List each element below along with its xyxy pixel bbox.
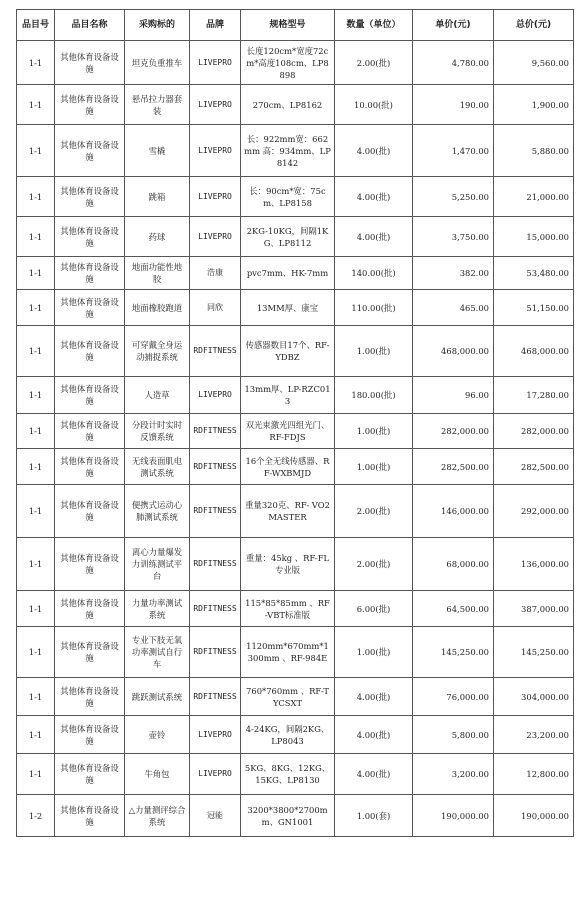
table-row [17,377,574,414]
cell-item-no: 1-1 [17,290,55,326]
cell-unit-price: 1,470.00 [413,125,494,177]
cell-brand: RDFITNESS [190,678,241,716]
cell-quantity: 2.00(批) [335,538,413,591]
cell-unit-price: 190.00 [413,85,494,125]
cell-unit-price: 465.00 [413,290,494,326]
table-row [17,485,574,538]
cell-spec: 重量：45kg 、RF-FL专业版 [241,538,335,591]
cell-unit-price: 3,750.00 [413,217,494,257]
cell-total-price: 282,000.00 [494,414,574,449]
cell-spec: 270cm、LP8162 [241,85,335,125]
cell-brand: LIVEPRO [190,41,241,85]
cell-procurement-item: 可穿戴全身运动捕捉系统 [125,326,190,377]
table-row [17,414,574,449]
cell-brand: RDFITNESS [190,591,241,627]
header-row [17,10,574,41]
cell-quantity: 4.00(批) [335,177,413,217]
cell-procurement-item: 跳箱 [125,177,190,217]
cell-procurement-item: 分段计时实时反馈系统 [125,414,190,449]
cell-total-price: 12,800.00 [494,754,574,795]
cell-quantity: 1.00(批) [335,627,413,678]
cell-procurement-item: 悬吊拉力器套装 [125,85,190,125]
cell-spec: 长：922mm宽：662mm 高：934mm、LP8142 [241,125,335,177]
cell-item-name: 其他体育设备设施 [55,627,125,678]
cell-brand: RDFITNESS [190,414,241,449]
header-unit-price: 单价(元) [413,10,494,41]
cell-spec: 长度120cm*宽度72cm*高度108cm、LP8898 [241,41,335,85]
cell-quantity: 4.00(批) [335,678,413,716]
cell-total-price: 51,150.00 [494,290,574,326]
header-spec: 规格型号 [241,10,335,41]
cell-procurement-item: 坦克负重推车 [125,41,190,85]
cell-brand: 冠能 [190,795,241,837]
cell-item-name: 其他体育设备设施 [55,377,125,414]
cell-unit-price: 76,000.00 [413,678,494,716]
cell-unit-price: 190,000.00 [413,795,494,837]
cell-spec: 13mm厚、LP-RZC013 [241,377,335,414]
cell-total-price: 17,280.00 [494,377,574,414]
cell-quantity: 140.00(批) [335,257,413,290]
cell-brand: 同欣 [190,290,241,326]
cell-brand: RDFITNESS [190,627,241,678]
cell-brand: RDFITNESS [190,485,241,538]
cell-spec: 双光束激光四组光门、RF-FDJS [241,414,335,449]
cell-quantity: 2.00(批) [335,485,413,538]
cell-spec: pvc7mm、HK-7mm [241,257,335,290]
table-row [17,257,574,290]
cell-item-no: 1-2 [17,795,55,837]
table-row [17,217,574,257]
cell-item-no: 1-1 [17,326,55,377]
cell-procurement-item: 壶铃 [125,716,190,754]
cell-quantity: 2.00(批) [335,41,413,85]
cell-spec: 3200*3800*2700mm、GN1001 [241,795,335,837]
cell-item-name: 其他体育设备设施 [55,485,125,538]
header-quantity: 数量（单位） [335,10,413,41]
cell-item-name: 其他体育设备设施 [55,257,125,290]
cell-total-price: 1,900.00 [494,85,574,125]
table-row [17,41,574,85]
cell-brand: LIVEPRO [190,377,241,414]
cell-unit-price: 5,250.00 [413,177,494,217]
cell-item-name: 其他体育设备设施 [55,125,125,177]
cell-brand: LIVEPRO [190,85,241,125]
cell-quantity: 4.00(批) [335,217,413,257]
cell-procurement-item: △力量测评综合系统 [125,795,190,837]
cell-total-price: 15,000.00 [494,217,574,257]
table-row [17,716,574,754]
cell-spec: 传感器数目17个、RF-YDBZ [241,326,335,377]
cell-total-price: 468,000.00 [494,326,574,377]
table-row [17,449,574,485]
table-row [17,290,574,326]
cell-procurement-item: 便携式运动心肺测试系统 [125,485,190,538]
cell-procurement-item: 力量功率测试系统 [125,591,190,627]
cell-item-no: 1-1 [17,716,55,754]
cell-total-price: 136,000.00 [494,538,574,591]
cell-item-name: 其他体育设备设施 [55,754,125,795]
cell-quantity: 4.00(批) [335,125,413,177]
cell-spec: 4-24KG，间隔2KG、LP8043 [241,716,335,754]
cell-brand: LIVEPRO [190,125,241,177]
cell-unit-price: 64,500.00 [413,591,494,627]
header-total-price: 总价(元) [494,10,574,41]
cell-total-price: 145,250.00 [494,627,574,678]
table-row [17,627,574,678]
cell-total-price: 304,000.00 [494,678,574,716]
cell-item-name: 其他体育设备设施 [55,678,125,716]
table-row [17,795,574,837]
cell-quantity: 4.00(批) [335,754,413,795]
table-row [17,591,574,627]
cell-item-no: 1-1 [17,41,55,85]
cell-brand: 浩康 [190,257,241,290]
cell-item-name: 其他体育设备设施 [55,716,125,754]
cell-item-name: 其他体育设备设施 [55,326,125,377]
cell-total-price: 53,480.00 [494,257,574,290]
cell-quantity: 1.00(批) [335,449,413,485]
cell-spec: 13MM厚、康宝 [241,290,335,326]
cell-total-price: 190,000.00 [494,795,574,837]
cell-item-name: 其他体育设备设施 [55,414,125,449]
cell-item-name: 其他体育设备设施 [55,41,125,85]
cell-item-name: 其他体育设备设施 [55,591,125,627]
cell-quantity: 180.00(批) [335,377,413,414]
cell-item-no: 1-1 [17,85,55,125]
cell-procurement-item: 专业下肢无氧功率测试自行车 [125,627,190,678]
cell-total-price: 23,200.00 [494,716,574,754]
cell-unit-price: 282,000.00 [413,414,494,449]
cell-spec: 760*760mm 、RF-TYCSXT [241,678,335,716]
cell-unit-price: 5,800.00 [413,716,494,754]
cell-brand: LIVEPRO [190,716,241,754]
cell-procurement-item: 离心力量爆发力训练测试平台 [125,538,190,591]
cell-item-name: 其他体育设备设施 [55,290,125,326]
cell-unit-price: 3,200.00 [413,754,494,795]
cell-spec: 1120mm*670mm*1300mm 、RF-984E [241,627,335,678]
cell-item-name: 其他体育设备设施 [55,795,125,837]
cell-item-name: 其他体育设备设施 [55,538,125,591]
cell-procurement-item: 地面功能性地胶 [125,257,190,290]
cell-brand: RDFITNESS [190,538,241,591]
table-row [17,177,574,217]
cell-procurement-item: 地面橡胶跑道 [125,290,190,326]
cell-quantity: 4.00(批) [335,716,413,754]
cell-procurement-item: 雪橇 [125,125,190,177]
table-row [17,754,574,795]
cell-item-no: 1-1 [17,485,55,538]
cell-item-name: 其他体育设备设施 [55,449,125,485]
table-row [17,85,574,125]
procurement-table [16,9,574,837]
table-row [17,538,574,591]
cell-procurement-item: 牛角包 [125,754,190,795]
cell-quantity: 1.00(批) [335,414,413,449]
cell-item-name: 其他体育设备设施 [55,177,125,217]
cell-spec: 长：90cm*宽：75cm、LP8158 [241,177,335,217]
cell-item-name: 其他体育设备设施 [55,85,125,125]
cell-spec: 115*85*85mm 、RF-VBT标准版 [241,591,335,627]
cell-quantity: 10.00(批) [335,85,413,125]
cell-item-no: 1-1 [17,414,55,449]
cell-unit-price: 4,780.00 [413,41,494,85]
header-item-name: 品目名称 [55,10,125,41]
cell-total-price: 9,560.00 [494,41,574,85]
table-row [17,125,574,177]
header-brand: 品牌 [190,10,241,41]
cell-item-no: 1-1 [17,217,55,257]
cell-total-price: 292,000.00 [494,485,574,538]
cell-item-no: 1-1 [17,449,55,485]
cell-quantity: 6.00(批) [335,591,413,627]
cell-item-no: 1-1 [17,754,55,795]
cell-spec: 2KG-10KG，间隔1KG、LP8112 [241,217,335,257]
cell-brand: LIVEPRO [190,177,241,217]
cell-spec: 16个全无线传感器、RF-WXBMJD [241,449,335,485]
cell-item-no: 1-1 [17,125,55,177]
cell-unit-price: 145,250.00 [413,627,494,678]
cell-item-no: 1-1 [17,377,55,414]
cell-unit-price: 146,000.00 [413,485,494,538]
cell-unit-price: 468,000.00 [413,326,494,377]
cell-item-no: 1-1 [17,177,55,217]
cell-item-no: 1-1 [17,591,55,627]
cell-item-no: 1-1 [17,627,55,678]
cell-brand: LIVEPRO [190,754,241,795]
cell-item-name: 其他体育设备设施 [55,217,125,257]
cell-quantity: 110.00(批) [335,290,413,326]
header-item-no: 品目号 [17,10,55,41]
cell-brand: LIVEPRO [190,217,241,257]
cell-total-price: 387,000.00 [494,591,574,627]
cell-spec: 重量320克、RF- VO2MASTER [241,485,335,538]
cell-unit-price: 282,500.00 [413,449,494,485]
cell-total-price: 5,880.00 [494,125,574,177]
cell-unit-price: 96.00 [413,377,494,414]
cell-spec: 5KG、8KG、12KG、15KG、LP8130 [241,754,335,795]
cell-total-price: 21,000.00 [494,177,574,217]
cell-item-no: 1-1 [17,678,55,716]
cell-quantity: 1.00(批) [335,326,413,377]
cell-total-price: 282,500.00 [494,449,574,485]
cell-brand: RDFITNESS [190,326,241,377]
cell-procurement-item: 跳跃测试系统 [125,678,190,716]
cell-item-no: 1-1 [17,538,55,591]
cell-unit-price: 68,000.00 [413,538,494,591]
table-row [17,326,574,377]
cell-brand: RDFITNESS [190,449,241,485]
cell-procurement-item: 药球 [125,217,190,257]
cell-quantity: 1.00(套) [335,795,413,837]
table-row [17,678,574,716]
cell-item-no: 1-1 [17,257,55,290]
cell-procurement-item: 无线表面肌电测试系统 [125,449,190,485]
cell-procurement-item: 人造草 [125,377,190,414]
header-procurement-item: 采购标的 [125,10,190,41]
cell-unit-price: 382.00 [413,257,494,290]
